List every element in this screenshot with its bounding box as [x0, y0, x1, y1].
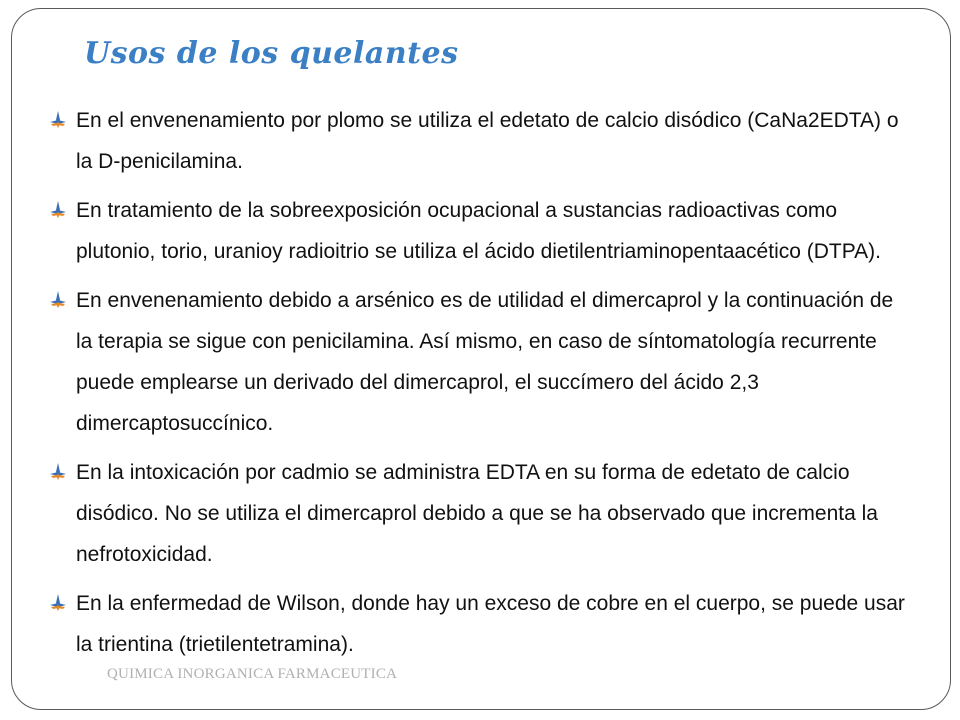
bullet-item	[50, 190, 910, 272]
fleur-bullet-icon	[50, 594, 66, 611]
fleur-bullet-icon	[50, 291, 66, 308]
bullet-text: En el envenenamiento por plomo se utiliza el edetato de calcio disódico (CaNa2EDTA) o la D-penicilamina.	[76, 109, 899, 173]
bullet-text: En tratamiento de la sobreexposición ocupacional a sustancias radioactivas como plutonio, torio, uranioy radioitrio se utiliza el ácido dietilentriaminopentaacético (DTPA).	[76, 199, 882, 263]
footer-course-name: QUIMICA INORGANICA FARMACEUTICA	[107, 666, 398, 682]
bullet-text: En la enfermedad de Wilson, donde hay un exceso de cobre en el cuerpo, se puede usar la trientina (trietilentetramina).	[76, 592, 905, 656]
fleur-bullet-icon	[50, 111, 66, 128]
bullet-item	[50, 452, 910, 575]
slide-title: Usos de los quelantes	[84, 36, 459, 71]
bullet-item	[50, 583, 910, 665]
bullet-item	[50, 100, 910, 182]
bullet-text: En la intoxicación por cadmio se administra EDTA en su forma de edetato de calcio disódico. No se utiliza el dimercaprol debido a que se ha observado que incrementa la nefrotoxicidad.	[76, 461, 878, 566]
fleur-bullet-icon	[50, 463, 66, 480]
fleur-bullet-icon	[50, 201, 66, 218]
bullet-item	[50, 280, 910, 444]
bullet-text: En envenenamiento debido a arsénico es de utilidad el dimercaprol y la continuación de la terapia se sigue con penicilamina. Así mismo, en caso de síntomatología recurrente puede emplearse un derivado del dimercaprol, el succímero del ácido 2,3 dimercaptosuccínico.	[76, 289, 894, 435]
bullet-list	[50, 100, 910, 673]
